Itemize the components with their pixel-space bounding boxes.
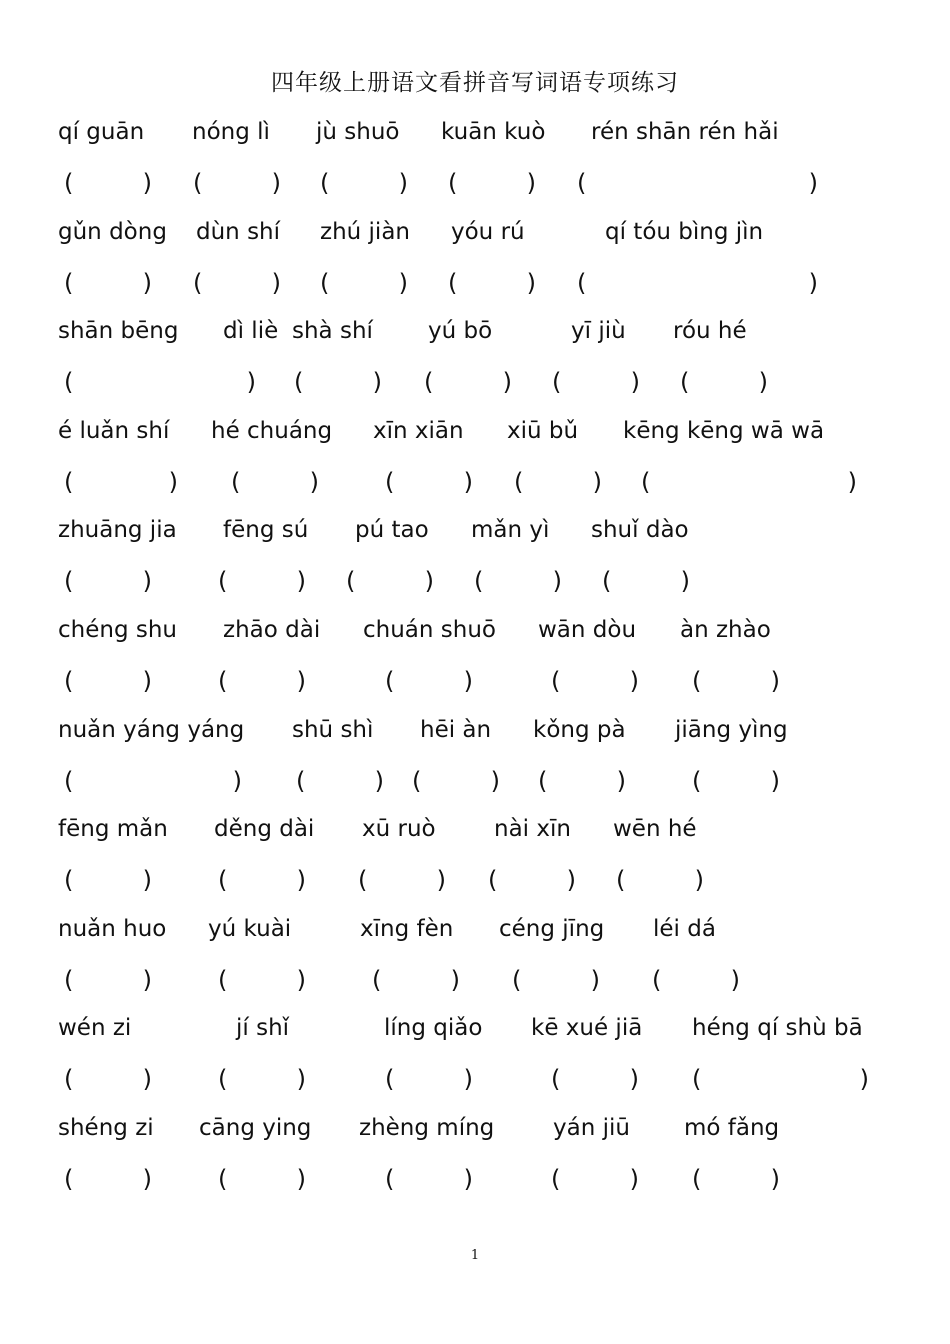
open-bracket: (: [488, 866, 498, 895]
answer-blank[interactable]: [538, 764, 626, 798]
pinyin-row: [0, 1012, 950, 1052]
close-bracket: ): [450, 965, 460, 994]
open-bracket: (: [193, 169, 203, 197]
pinyin-word: jiāng yìng: [675, 716, 788, 743]
close-bracket: ): [629, 667, 639, 695]
close-bracket: ): [374, 766, 384, 795]
pinyin-word: zhuāng jia: [58, 517, 177, 544]
pinyin-word: děng dài: [214, 816, 315, 843]
pinyin-word: jí shǐ: [236, 1015, 290, 1042]
answer-blank[interactable]: [64, 1062, 152, 1096]
pinyin-row: [0, 714, 950, 754]
open-bracket: (: [193, 268, 203, 297]
open-bracket: (: [385, 467, 395, 496]
close-bracket: ): [526, 169, 536, 197]
answer-blank[interactable]: [424, 365, 512, 399]
close-bracket: ): [770, 766, 780, 795]
open-bracket: (: [692, 667, 702, 695]
answer-blank[interactable]: [652, 963, 740, 997]
pinyin-word: hēi àn: [420, 716, 492, 743]
open-bracket: (: [64, 467, 74, 496]
answer-row: [0, 1062, 950, 1102]
pinyin-row: [0, 415, 950, 455]
open-bracket: (: [552, 368, 562, 397]
answer-blank[interactable]: [64, 764, 242, 798]
answer-blank[interactable]: [372, 963, 460, 997]
close-bracket: ): [246, 368, 256, 397]
answer-blank[interactable]: [551, 664, 639, 698]
pinyin-row: [0, 315, 950, 355]
close-bracket: ): [463, 1065, 473, 1094]
answer-blank[interactable]: [346, 564, 434, 598]
answer-blank[interactable]: [64, 166, 152, 200]
pinyin-word: qí guān: [58, 119, 145, 145]
pinyin-word: shà shí: [292, 318, 373, 345]
open-bracket: (: [64, 766, 74, 795]
close-bracket: ): [808, 268, 818, 297]
pinyin-row: [0, 116, 950, 156]
answer-blank[interactable]: [64, 963, 152, 997]
answer-row: [0, 963, 950, 1003]
close-bracket: ): [296, 866, 306, 895]
pinyin-word: shéng zi: [58, 1115, 154, 1141]
close-bracket: ): [372, 368, 382, 397]
answer-blank[interactable]: [488, 863, 576, 897]
open-bracket: (: [577, 169, 587, 197]
pinyin-word: nài xīn: [494, 816, 571, 843]
answer-row: [0, 465, 950, 505]
answer-blank[interactable]: [64, 465, 178, 499]
open-bracket: (: [346, 567, 356, 596]
close-bracket: ): [629, 1065, 639, 1094]
open-bracket: (: [64, 667, 74, 695]
pinyin-word: gǔn dòng: [58, 218, 167, 245]
answer-blank[interactable]: [385, 1062, 473, 1096]
open-bracket: (: [218, 567, 228, 596]
pinyin-word: shān bēng: [58, 318, 179, 345]
pinyin-row: [0, 614, 950, 654]
answer-blank[interactable]: [385, 1162, 473, 1196]
open-bracket: (: [294, 368, 304, 397]
pinyin-word: shū shì: [292, 716, 374, 743]
answer-blank[interactable]: [577, 166, 818, 200]
close-bracket: ): [730, 965, 740, 994]
pinyin-word: dì liè: [223, 318, 279, 345]
answer-blank[interactable]: [193, 266, 281, 300]
close-bracket: ): [309, 467, 319, 496]
close-bracket: ): [232, 766, 242, 795]
open-bracket: (: [692, 1165, 702, 1193]
close-bracket: ): [398, 268, 408, 297]
pinyin-word: jù shuō: [316, 119, 400, 145]
pinyin-word: kēng kēng wā wā: [623, 417, 825, 444]
open-bracket: (: [551, 1165, 561, 1193]
pinyin-word: wēn hé: [613, 816, 697, 843]
open-bracket: (: [218, 965, 228, 994]
open-bracket: (: [218, 667, 228, 695]
open-bracket: (: [218, 1165, 228, 1193]
close-bracket: ): [847, 467, 857, 496]
close-bracket: ): [142, 1065, 152, 1094]
close-bracket: ): [526, 268, 536, 297]
open-bracket: (: [296, 766, 306, 795]
pinyin-word: nuǎn yáng yáng: [58, 716, 245, 743]
open-bracket: (: [602, 567, 612, 596]
answer-blank[interactable]: [385, 664, 473, 698]
close-bracket: ): [552, 567, 562, 596]
close-bracket: ): [629, 1165, 639, 1193]
pinyin-word: yú kuài: [208, 915, 292, 942]
close-bracket: ): [296, 567, 306, 596]
answer-blank[interactable]: [577, 266, 818, 300]
close-bracket: ): [770, 667, 780, 695]
answer-blank[interactable]: [358, 863, 446, 897]
open-bracket: (: [512, 965, 522, 994]
answer-blank[interactable]: [294, 365, 382, 399]
answer-blank[interactable]: [64, 564, 152, 598]
open-bracket: (: [218, 866, 228, 895]
answer-blank[interactable]: [320, 266, 408, 300]
page-title: 四年级上册语文看拼音写词语专项练习: [271, 70, 679, 96]
answer-blank[interactable]: [218, 1062, 306, 1096]
close-bracket: ): [758, 368, 768, 397]
answer-blank[interactable]: [474, 564, 562, 598]
open-bracket: (: [448, 169, 458, 197]
open-bracket: (: [64, 1165, 74, 1193]
open-bracket: (: [64, 368, 74, 397]
answer-blank[interactable]: [692, 1162, 780, 1196]
open-bracket: (: [680, 368, 690, 397]
pinyin-word: róu hé: [673, 318, 747, 345]
close-bracket: ): [463, 467, 473, 496]
pinyin-word: mó fǎng: [684, 1115, 780, 1141]
pinyin-word: léi dá: [653, 915, 716, 942]
open-bracket: (: [64, 866, 74, 895]
answer-blank[interactable]: [64, 266, 152, 300]
pinyin-word: zhāo dài: [223, 617, 321, 643]
pinyin-word: é luǎn shí: [58, 417, 170, 444]
close-bracket: ): [680, 567, 690, 596]
close-bracket: ): [398, 169, 408, 197]
pinyin-word: fēng sú: [223, 517, 309, 544]
open-bracket: (: [474, 567, 484, 596]
answer-blank[interactable]: [218, 664, 306, 698]
open-bracket: (: [320, 268, 330, 297]
answer-blank[interactable]: [514, 465, 602, 499]
open-bracket: (: [692, 766, 702, 795]
answer-blank[interactable]: [692, 764, 780, 798]
answer-blank[interactable]: [692, 1062, 869, 1096]
close-bracket: ): [566, 866, 576, 895]
open-bracket: (: [358, 866, 368, 895]
close-bracket: ): [859, 1065, 869, 1094]
answer-blank[interactable]: [448, 266, 536, 300]
open-bracket: (: [320, 169, 330, 197]
pinyin-word: xīng fèn: [360, 915, 454, 942]
close-bracket: ): [142, 567, 152, 596]
answer-blank[interactable]: [385, 465, 473, 499]
open-bracket: (: [652, 965, 662, 994]
answer-blank[interactable]: [218, 1162, 306, 1196]
pinyin-word: céng jīng: [499, 915, 605, 942]
answer-blank[interactable]: [218, 963, 306, 997]
pinyin-word: fēng mǎn: [58, 816, 168, 843]
answer-blank[interactable]: [551, 1062, 639, 1096]
answer-blank[interactable]: [551, 1162, 639, 1196]
close-bracket: ): [592, 467, 602, 496]
answer-blank[interactable]: [64, 365, 256, 399]
open-bracket: (: [385, 667, 395, 695]
open-bracket: (: [231, 467, 241, 496]
close-bracket: ): [271, 268, 281, 297]
answer-blank[interactable]: [64, 1162, 152, 1196]
open-bracket: (: [551, 1065, 561, 1094]
answer-blank[interactable]: [512, 963, 600, 997]
pinyin-row: [0, 913, 950, 953]
close-bracket: ): [296, 965, 306, 994]
answer-blank[interactable]: [602, 564, 690, 598]
pinyin-word: yán jiū: [553, 1115, 630, 1141]
pinyin-word: zhú jiàn: [320, 218, 410, 245]
pinyin-word: kǒng pà: [533, 716, 626, 743]
answer-blank[interactable]: [231, 465, 319, 499]
close-bracket: ): [142, 866, 152, 895]
close-bracket: ): [694, 866, 704, 895]
answer-blank[interactable]: [218, 863, 306, 897]
close-bracket: ): [630, 368, 640, 397]
pinyin-word: rén shān rén hǎi: [591, 119, 779, 145]
pinyin-word: yú bō: [428, 318, 493, 345]
answer-row: [0, 266, 950, 306]
open-bracket: (: [551, 667, 561, 695]
answer-blank[interactable]: [193, 166, 281, 200]
close-bracket: ): [296, 1065, 306, 1094]
pinyin-word: nuǎn huo: [58, 915, 167, 942]
close-bracket: ): [502, 368, 512, 397]
pinyin-word: qí tóu bìng jìn: [605, 218, 764, 245]
answer-row: [0, 863, 950, 903]
close-bracket: ): [808, 169, 818, 197]
answer-blank[interactable]: [641, 465, 857, 499]
open-bracket: (: [412, 766, 422, 795]
open-bracket: (: [577, 268, 587, 297]
open-bracket: (: [385, 1165, 395, 1193]
pinyin-word: hé chuáng: [211, 417, 333, 444]
open-bracket: (: [64, 1065, 74, 1094]
pinyin-row: [0, 514, 950, 554]
open-bracket: (: [372, 965, 382, 994]
answer-blank[interactable]: [64, 664, 152, 698]
answer-row: [0, 166, 950, 206]
pinyin-word: xīn xiān: [373, 417, 464, 444]
close-bracket: ): [142, 268, 152, 297]
answer-row: [0, 564, 950, 604]
open-bracket: (: [538, 766, 548, 795]
answer-blank[interactable]: [412, 764, 500, 798]
pinyin-word: mǎn yì: [471, 517, 550, 544]
close-bracket: ): [424, 567, 434, 596]
answer-blank[interactable]: [552, 365, 640, 399]
open-bracket: (: [64, 965, 74, 994]
pinyin-word: nóng lì: [192, 119, 270, 145]
pinyin-word: pú tao: [355, 517, 429, 544]
answer-blank[interactable]: [680, 365, 768, 399]
pinyin-word: cāng ying: [199, 1115, 312, 1141]
close-bracket: ): [296, 1165, 306, 1193]
answer-row: [0, 365, 950, 405]
close-bracket: ): [296, 667, 306, 695]
pinyin-word: xiū bǔ: [507, 417, 579, 444]
pinyin-word: kuān kuò: [441, 119, 546, 145]
answer-blank[interactable]: [218, 564, 306, 598]
close-bracket: ): [168, 467, 178, 496]
pinyin-word: chuán shuō: [363, 617, 496, 643]
close-bracket: ): [616, 766, 626, 795]
close-bracket: ): [142, 965, 152, 994]
pinyin-word: yóu rú: [451, 218, 525, 245]
pinyin-row: [0, 216, 950, 256]
answer-blank[interactable]: [692, 664, 780, 698]
pinyin-word: héng qí shù bā: [692, 1015, 863, 1042]
answer-row: [0, 764, 950, 804]
open-bracket: (: [218, 1065, 228, 1094]
close-bracket: ): [490, 766, 500, 795]
close-bracket: ): [271, 169, 281, 197]
close-bracket: ): [436, 866, 446, 895]
open-bracket: (: [64, 169, 74, 197]
close-bracket: ): [590, 965, 600, 994]
pinyin-word: yī jiù: [571, 318, 626, 345]
open-bracket: (: [616, 866, 626, 895]
answer-row: [0, 1162, 950, 1202]
pinyin-word: chéng shu: [58, 617, 177, 643]
page-number: 1: [470, 1248, 480, 1263]
answer-blank[interactable]: [320, 166, 408, 200]
pinyin-word: xū ruò: [362, 816, 436, 843]
open-bracket: (: [514, 467, 524, 496]
pinyin-word: dùn shí: [196, 218, 281, 245]
close-bracket: ): [142, 667, 152, 695]
pinyin-word: wén zi: [58, 1015, 132, 1042]
open-bracket: (: [64, 567, 74, 596]
answer-blank[interactable]: [616, 863, 704, 897]
close-bracket: ): [142, 1165, 152, 1193]
close-bracket: ): [463, 667, 473, 695]
close-bracket: ): [770, 1165, 780, 1193]
open-bracket: (: [424, 368, 434, 397]
open-bracket: (: [692, 1065, 702, 1094]
close-bracket: ): [463, 1165, 473, 1193]
open-bracket: (: [641, 467, 651, 496]
pinyin-word: wān dòu: [538, 617, 637, 643]
open-bracket: (: [64, 268, 74, 297]
answer-blank[interactable]: [64, 863, 152, 897]
open-bracket: (: [448, 268, 458, 297]
answer-blank[interactable]: [448, 166, 536, 200]
pinyin-word: àn zhào: [680, 617, 771, 643]
pinyin-word: kē xué jiā: [531, 1015, 643, 1042]
answer-blank[interactable]: [296, 764, 384, 798]
pinyin-row: [0, 813, 950, 853]
pinyin-word: líng qiǎo: [384, 1015, 483, 1042]
close-bracket: ): [142, 169, 152, 197]
answer-row: [0, 664, 950, 704]
pinyin-row: [0, 1112, 950, 1152]
pinyin-word: zhèng míng: [359, 1115, 495, 1141]
pinyin-word: shuǐ dào: [591, 517, 689, 544]
open-bracket: (: [385, 1065, 395, 1094]
